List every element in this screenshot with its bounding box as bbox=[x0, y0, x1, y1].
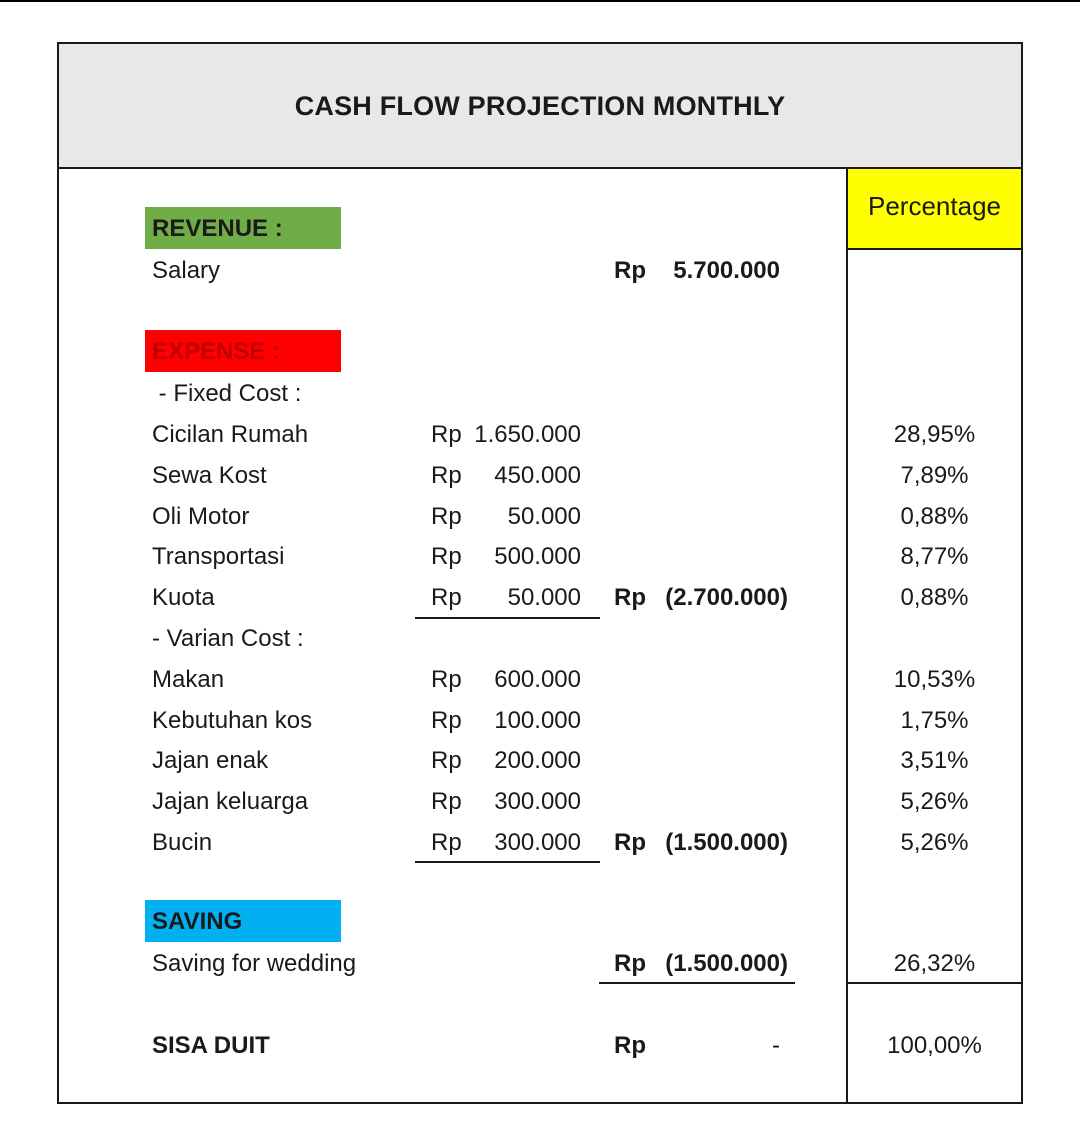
row-amount: 600.000 bbox=[494, 666, 581, 693]
cash-flow-sheet bbox=[57, 42, 1023, 1104]
expense-row bbox=[59, 829, 1021, 869]
row-amount: 1.650.000 bbox=[474, 421, 581, 448]
row-label: Transportasi bbox=[152, 543, 285, 570]
row-label: Kebutuhan kos bbox=[152, 707, 313, 734]
percentage-total-divider bbox=[848, 982, 1021, 984]
row-rp: Rp bbox=[431, 829, 462, 856]
row-percentage: 0,88% bbox=[900, 584, 969, 611]
row-label: Jajan keluarga bbox=[152, 788, 309, 815]
expense-row bbox=[59, 788, 1021, 828]
expense-row bbox=[59, 421, 1021, 461]
expense-row bbox=[59, 543, 1021, 583]
sheet-title: CASH FLOW PROJECTION MONTHLY bbox=[294, 91, 786, 121]
row-label: Cicilan Rumah bbox=[152, 421, 309, 448]
row-label: Saving for wedding bbox=[152, 950, 357, 977]
row-label: Salary bbox=[152, 257, 221, 284]
row-label: Bucin bbox=[152, 829, 213, 856]
row-total-rp: Rp bbox=[614, 257, 646, 284]
row-rp: Rp bbox=[431, 543, 462, 570]
row-amount: 50.000 bbox=[507, 584, 581, 611]
saving-total-underline bbox=[599, 982, 795, 984]
row-percentage: 26,32% bbox=[893, 950, 976, 977]
variable-cost-total-rp: Rp bbox=[614, 829, 646, 856]
row-label: Oli Motor bbox=[152, 503, 250, 530]
variable-cost-heading-row bbox=[59, 625, 1021, 665]
row-total-value: 5.700.000 bbox=[673, 257, 780, 284]
saving-total-rp: Rp bbox=[614, 950, 646, 977]
expense-row bbox=[59, 666, 1021, 706]
row-amount: 500.000 bbox=[494, 543, 581, 570]
percentage-header-label: Percentage bbox=[868, 191, 1001, 221]
top-border-line bbox=[0, 0, 1080, 2]
row-percentage: 3,51% bbox=[900, 747, 969, 774]
saving-row bbox=[59, 950, 1021, 990]
row-percentage: 8,77% bbox=[900, 543, 969, 570]
row-rp: Rp bbox=[431, 666, 462, 693]
row-rp: Rp bbox=[431, 503, 462, 530]
row-label: Sewa Kost bbox=[152, 462, 267, 489]
row-label: Kuota bbox=[152, 584, 215, 611]
fixed-cost-subtotal-underline bbox=[415, 617, 600, 619]
variable-cost-subtotal-underline bbox=[415, 861, 600, 863]
variable-cost-total-value: (1.500.000) bbox=[665, 829, 788, 856]
saving-badge: SAVING bbox=[145, 900, 341, 942]
remainder-percentage: 100,00% bbox=[887, 1032, 982, 1059]
revenue-row-salary bbox=[59, 257, 1021, 297]
variable-cost-heading: - Varian Cost : bbox=[152, 625, 304, 652]
row-percentage: 5,26% bbox=[900, 829, 969, 856]
revenue-badge: REVENUE : bbox=[145, 207, 341, 249]
row-rp: Rp bbox=[431, 788, 462, 815]
row-percentage: 28,95% bbox=[893, 421, 976, 448]
expense-row bbox=[59, 503, 1021, 543]
row-rp: Rp bbox=[431, 462, 462, 489]
row-amount: 300.000 bbox=[494, 829, 581, 856]
row-amount: 100.000 bbox=[494, 707, 581, 734]
row-label: Makan bbox=[152, 666, 225, 693]
row-percentage: 7,89% bbox=[900, 462, 969, 489]
row-rp: Rp bbox=[431, 584, 462, 611]
row-rp: Rp bbox=[431, 421, 462, 448]
percentage-header-cell bbox=[848, 169, 1021, 250]
row-rp: Rp bbox=[431, 747, 462, 774]
row-percentage: 1,75% bbox=[900, 707, 969, 734]
row-amount: 200.000 bbox=[494, 747, 581, 774]
expense-badge: EXPENSE : bbox=[145, 330, 341, 372]
row-percentage: 5,26% bbox=[900, 788, 969, 815]
fixed-cost-total-rp: Rp bbox=[614, 584, 646, 611]
sheet-header bbox=[59, 44, 1021, 169]
remainder-value: - bbox=[772, 1032, 780, 1059]
row-percentage: 0,88% bbox=[900, 503, 969, 530]
row-percentage: 10,53% bbox=[893, 666, 976, 693]
row-label: Jajan enak bbox=[152, 747, 269, 774]
row-amount: 300.000 bbox=[494, 788, 581, 815]
remainder-rp: Rp bbox=[614, 1032, 646, 1059]
fixed-cost-total-value: (2.700.000) bbox=[665, 584, 788, 611]
expense-row bbox=[59, 747, 1021, 787]
row-amount: 50.000 bbox=[507, 503, 581, 530]
saving-total-value: (1.500.000) bbox=[665, 950, 788, 977]
remainder-label: SISA DUIT bbox=[152, 1032, 270, 1059]
fixed-cost-heading-row bbox=[59, 380, 1021, 420]
row-rp: Rp bbox=[431, 707, 462, 734]
fixed-cost-heading: - Fixed Cost : bbox=[152, 380, 302, 407]
expense-row bbox=[59, 707, 1021, 747]
remainder-row bbox=[59, 1032, 1021, 1072]
expense-row bbox=[59, 462, 1021, 502]
row-amount: 450.000 bbox=[494, 462, 581, 489]
